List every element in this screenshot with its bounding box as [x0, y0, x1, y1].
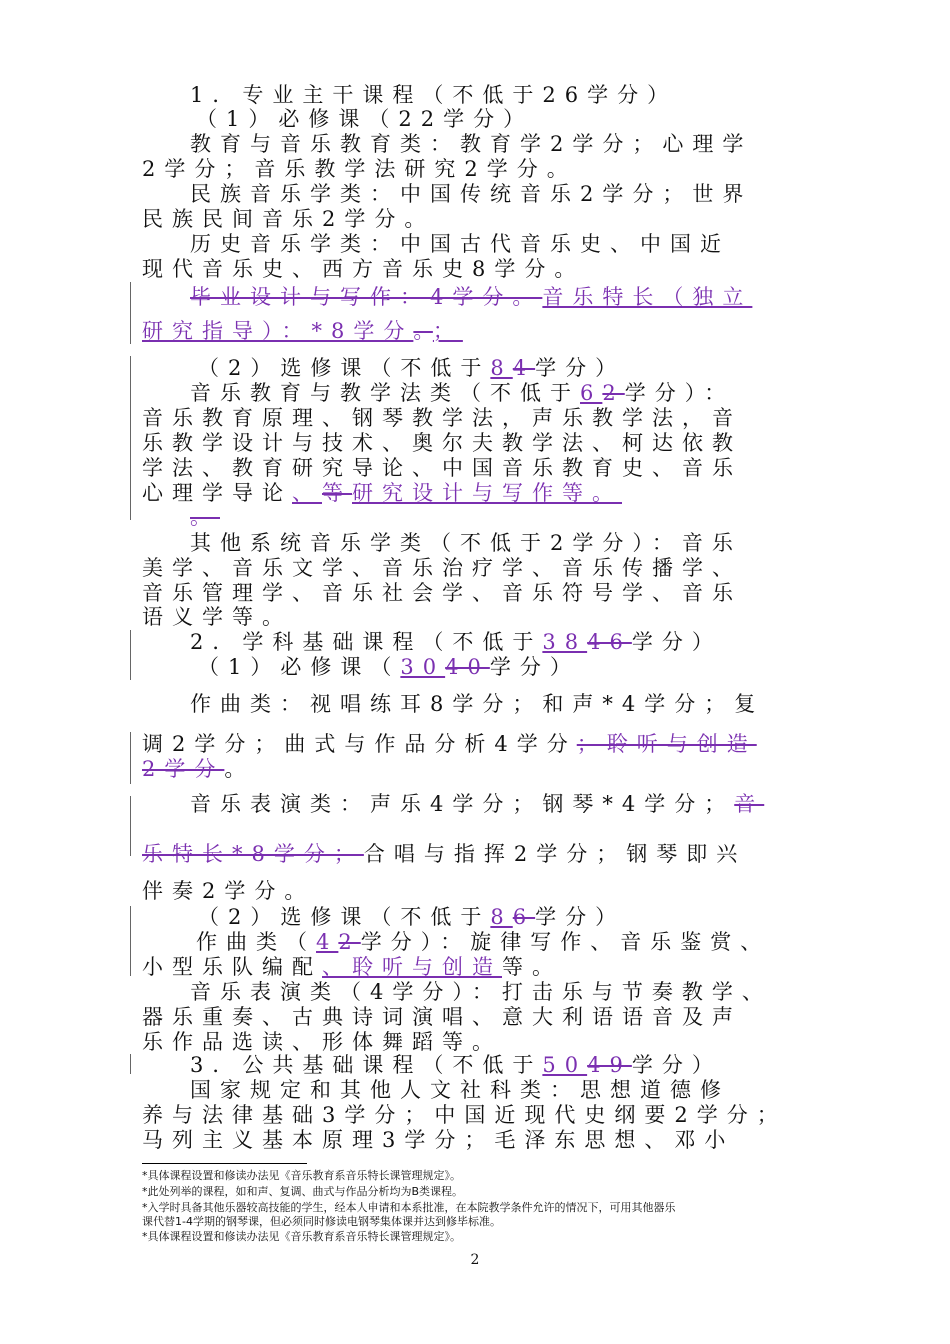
text-line: 乐作品选读、形体舞蹈等。	[142, 1030, 502, 1054]
change-bar	[130, 796, 131, 856]
change-bar	[130, 282, 131, 344]
footnote: *具体课程设置和修读办法见《音乐教育系音乐特长课管理规定》。	[142, 1169, 461, 1182]
revision-line: 音乐表演类：声乐4学分；钢琴*4学分；音	[190, 792, 765, 816]
change-bar	[130, 356, 131, 520]
text-line: 作曲类（42学分）：旋律写作、音乐鉴赏、	[196, 930, 771, 954]
deleted-text: 毕业设计与写作：4学分。	[190, 285, 543, 309]
inserted-text: ；	[432, 319, 463, 343]
text-line: 养与法律基础3学分；中国近现代史纲要2学分；	[142, 1103, 787, 1127]
subsection-heading: （1）必修课（22学分）	[196, 107, 534, 131]
text-line: 学法、教育研究导论、中国音乐教育史、音乐	[142, 456, 742, 480]
text-line: 国家规定和其他人文社科类：思想道德修	[190, 1078, 730, 1102]
deleted-text: 。	[413, 319, 433, 343]
revision-line: 乐特长*8学分；合唱与指挥2学分；钢琴即兴	[142, 842, 747, 866]
change-bar	[130, 906, 131, 976]
text-line: 音乐教育原理、钢琴教学法，声乐教学法，音	[142, 406, 742, 430]
text-line: 音乐表演类（4学分）：打击乐与节奏教学、	[190, 980, 772, 1004]
text-line: 美学、音乐文学、音乐治疗学、音乐传播学、	[142, 556, 742, 580]
page-number: 2	[470, 1252, 480, 1268]
change-bar	[130, 630, 131, 680]
revision-line: 调2学分；曲式与作品分析4学分；聆听与创造	[142, 732, 757, 756]
subsection-heading: （2）选修课（不低于86学分）	[198, 905, 626, 929]
text-line: 音乐教育与教学法类（不低于62学分）：	[190, 381, 735, 405]
text-line: 乐教学设计与技术、奥尔夫教学法、柯达依教	[142, 431, 742, 455]
section-heading: 1．专业主干课程（不低于26学分）	[190, 83, 678, 107]
text-line: 伴奏2学分。	[142, 879, 315, 903]
subsection-heading: （1）必修课（3040学分）	[198, 655, 580, 679]
revision-line: 。	[190, 505, 220, 529]
revision-line: 2学分。	[142, 757, 255, 781]
revision-line	[190, 284, 752, 310]
text-line: 现代音乐史、西方音乐史8学分。	[142, 257, 585, 281]
change-bar	[130, 1054, 131, 1074]
revision-line: 心理学导论、等研究设计与写作等。	[142, 481, 622, 505]
inserted-text: 研究指导）：*8学分	[142, 319, 414, 343]
footnote: *具体课程设置和修读办法见《音乐教育系音乐特长课管理规定》。	[142, 1230, 461, 1243]
footnote: 课代替1-4学期的钢琴课，但必须同时修读电钢琴集体课并达到修毕标准。	[142, 1215, 501, 1228]
change-bar	[130, 732, 131, 784]
revision-line: 小型乐队编配、聆听与创造等。	[142, 955, 562, 979]
text-line: 历史音乐学类：中国古代音乐史、中国近	[190, 232, 730, 256]
inserted-text: 音乐特长（独立	[542, 285, 753, 309]
section-heading: 3．公共基础课程（不低于5049学分）	[190, 1053, 722, 1077]
text-line: 语义学等。	[142, 605, 292, 629]
text-line: 马列主义基本原理3学分；毛泽东思想、邓小	[142, 1128, 735, 1152]
text-line: 民族音乐学类：中国传统音乐2学分；世界	[190, 182, 753, 206]
text-line: 教育与音乐教育类：教育学2学分；心理学	[190, 132, 753, 156]
section-heading: 2．学科基础课程（不低于3846学分）	[190, 630, 722, 654]
subsection-heading: （2）选修课（不低于84学分）	[198, 356, 626, 380]
footnote: *入学时具备其他乐器较高技能的学生，经本人申请和本系批准，在本院教学条件允许的情况下，可用其他器乐	[142, 1201, 676, 1214]
text-line: 作曲类：视唱练耳8学分；和声*4学分；复	[190, 692, 765, 716]
text-line: 民族民间音乐2学分。	[142, 207, 435, 231]
revision-line	[142, 318, 463, 344]
text-line: 音乐管理学、音乐社会学、音乐符号学、音乐	[142, 581, 742, 605]
text-line: 其他系统音乐学类（不低于2学分）：音乐	[190, 531, 742, 555]
footnote: *此处列举的课程，如和声、复调、曲式与作品分析均为B类课程。	[142, 1185, 464, 1198]
text-line: 器乐重奏、古典诗词演唱、意大利语语音及声	[142, 1005, 742, 1029]
text-line: 2学分；音乐教学法研究2学分。	[142, 157, 577, 181]
footnote-separator	[142, 1163, 307, 1164]
